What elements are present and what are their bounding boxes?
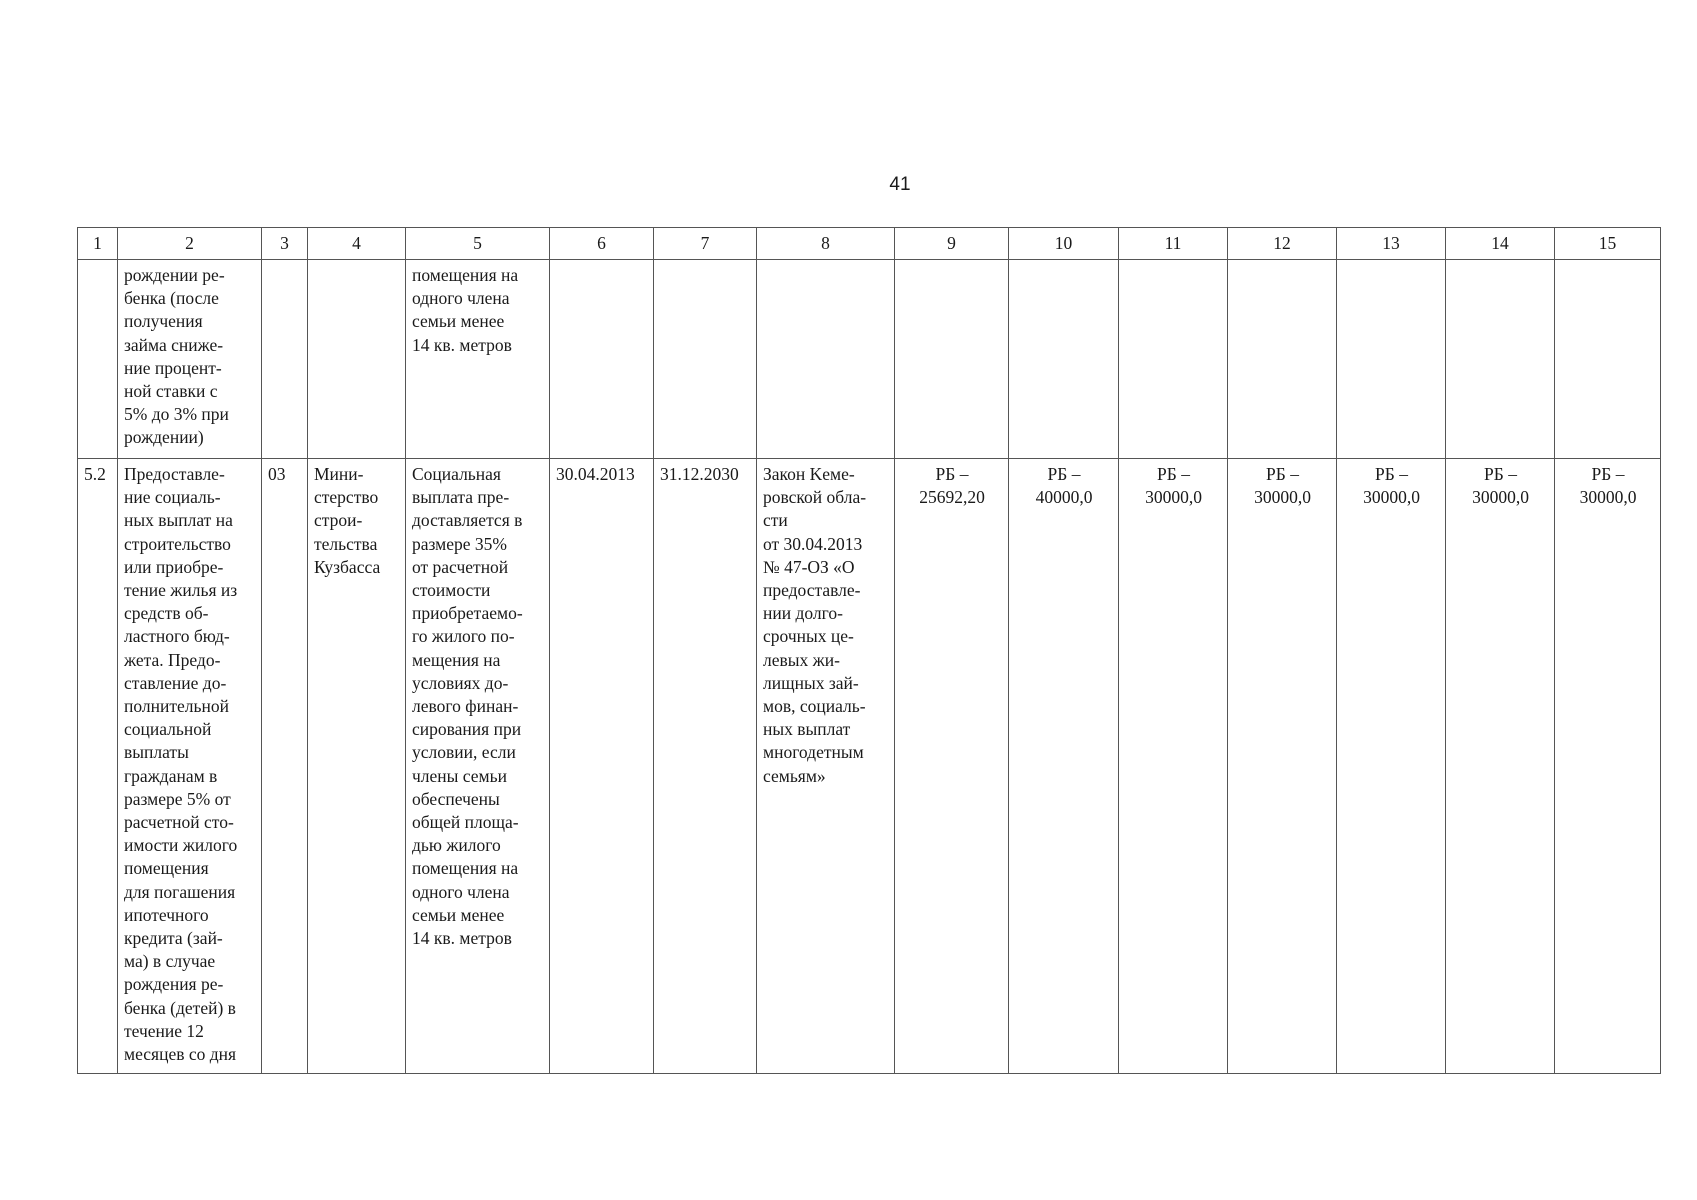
executor-cell [308,260,406,459]
column-header-9: 9 [895,228,1009,260]
column-header-8: 8 [757,228,895,260]
end-date-cell: 31.12.2030 [654,459,757,1074]
funding-value-cell-9 [895,260,1009,459]
funding-value-cell-10: РБ – 40000,0 [1009,459,1119,1074]
column-header-14: 14 [1446,228,1555,260]
column-header-6: 6 [550,228,654,260]
row-number-cell: 5.2 [78,459,118,1074]
program-table [77,227,1661,1074]
funding-value-cell-13: РБ – 30000,0 [1337,459,1446,1074]
column-header-1: 1 [78,228,118,260]
executor-cell: Мини- стерство строи- тельства Кузбасса [308,459,406,1074]
column-header-11: 11 [1119,228,1228,260]
funding-value-cell-11 [1119,260,1228,459]
funding-value-cell-12: РБ – 30000,0 [1228,459,1337,1074]
column-header-12: 12 [1228,228,1337,260]
funding-value-cell-9: РБ – 25692,20 [895,459,1009,1074]
legal-basis-cell [757,260,895,459]
conditions-cell: Социальная выплата пре- доставляется в размере 35% от расчетной стоимости приобретаемо- го жилого по- мещения на условиях до- левого финан- сирования при условии, если члены семьи обеспечены общей площа- дью жилого помещения на одного члена семьи менее 14 кв. метров [406,459,550,1074]
column-header-10: 10 [1009,228,1119,260]
column-header-4: 4 [308,228,406,260]
funding-value-cell-13 [1337,260,1446,459]
table-row [78,459,1661,1074]
column-header-2: 2 [118,228,262,260]
code-cell [262,260,308,459]
funding-value-cell-15: РБ – 30000,0 [1555,459,1661,1074]
measure-name-cell: Предоставле- ние социаль- ных выплат на строительство или приобре- тение жилья из средств об- ластного бюд- жета. Предо- ставление до- полнительной социальной выплаты гражданам в размере 5% от расчетной сто- имости жилого помещения для погашения ипотечного кредита (зай- ма) в случае рождения ре- бенка (детей) в течение 12 месяцев со дня [118,459,262,1074]
funding-value-cell-14 [1446,260,1555,459]
start-date-cell [550,260,654,459]
measure-name-cell: рождении ре- бенка (после получения займа сниже- ние процент- ной ставки с 5% до 3% при рождении) [118,260,262,459]
column-header-3: 3 [262,228,308,260]
code-cell: 03 [262,459,308,1074]
funding-value-cell-14: РБ – 30000,0 [1446,459,1555,1074]
conditions-cell: помещения на одного члена семьи менее 14 кв. метров [406,260,550,459]
page-number: 41 [889,174,911,195]
table-row [78,260,1661,459]
end-date-cell [654,260,757,459]
funding-value-cell-12 [1228,260,1337,459]
table-header-row [78,228,1661,260]
column-header-7: 7 [654,228,757,260]
row-number-cell [78,260,118,459]
column-header-13: 13 [1337,228,1446,260]
column-header-5: 5 [406,228,550,260]
legal-basis-cell: Закон Keме- ровской обла- сти от 30.04.2013 № 47-ОЗ «О предоставле- нии долго- срочных це- левых жи- лищных зай- мов, социаль- ных выплат многодетным семьям» [757,459,895,1074]
funding-value-cell-15 [1555,260,1661,459]
start-date-cell: 30.04.2013 [550,459,654,1074]
column-header-15: 15 [1555,228,1661,260]
funding-value-cell-10 [1009,260,1119,459]
funding-value-cell-11: РБ – 30000,0 [1119,459,1228,1074]
